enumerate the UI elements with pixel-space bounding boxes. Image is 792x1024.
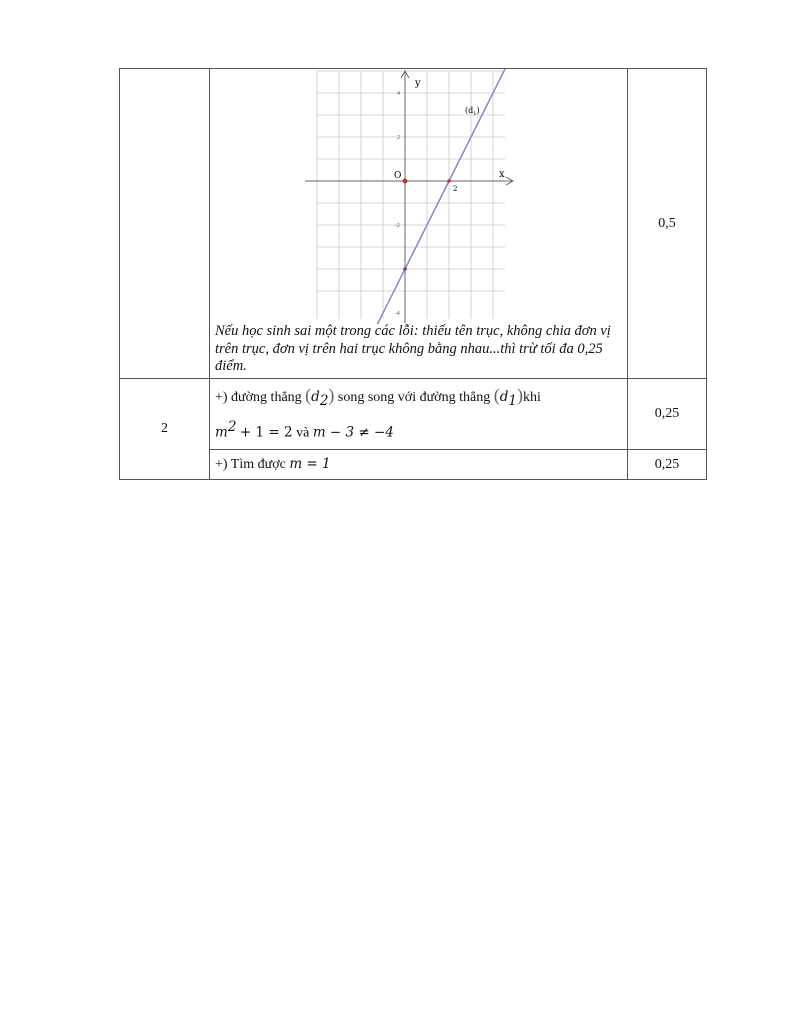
graph-container xyxy=(210,69,627,319)
x-intercept-point xyxy=(447,179,451,183)
x-axis-label: x xyxy=(499,169,505,181)
solution-cell-graph xyxy=(210,69,628,379)
tick-label-ym2: -2 xyxy=(395,223,400,230)
solution-cell xyxy=(210,379,628,450)
tick-label-x2: 2 xyxy=(453,185,458,194)
solution-cell xyxy=(210,450,628,480)
y-axis-label: y xyxy=(415,78,421,90)
score-cell: 0,25 xyxy=(628,450,707,480)
question-cell-empty xyxy=(120,69,210,379)
tick-label-y2: 2 xyxy=(397,135,401,142)
grading-note: Nếu học sinh sai một trong các lỗi: thiếu tên trục, không chia đơn vị trên trục, đơn vị trên hai trục không bằng nhau...thì trừ tối đa 0,25 điểm. xyxy=(215,323,611,375)
table-row xyxy=(120,379,707,450)
score-cell: 0,5 xyxy=(628,69,707,379)
coordinate-graph xyxy=(305,69,517,324)
y-intercept-point xyxy=(403,267,407,271)
origin-label: O xyxy=(394,171,402,182)
origin-point xyxy=(403,179,408,184)
table-row xyxy=(120,69,707,379)
question-number: 2 xyxy=(120,379,210,480)
score-cell: 0,25 xyxy=(628,379,707,450)
tick-label-ym4: -4 xyxy=(395,311,400,318)
line-d1 xyxy=(376,69,505,324)
tick-label-y4: 4 xyxy=(397,91,401,98)
axes xyxy=(305,71,513,323)
answer-table xyxy=(119,68,707,480)
line-d1-label: $(d_1)$ xyxy=(465,106,480,118)
parallel-condition-text: +) đường thẳng $(d_2)$ song song với đường thẳng $(d_1)khi$ $m^2 + 1 = 2$ và m − 3 ≠ −4 xyxy=(215,385,541,441)
result-text: +) Tìm được m = 1 xyxy=(215,456,331,473)
